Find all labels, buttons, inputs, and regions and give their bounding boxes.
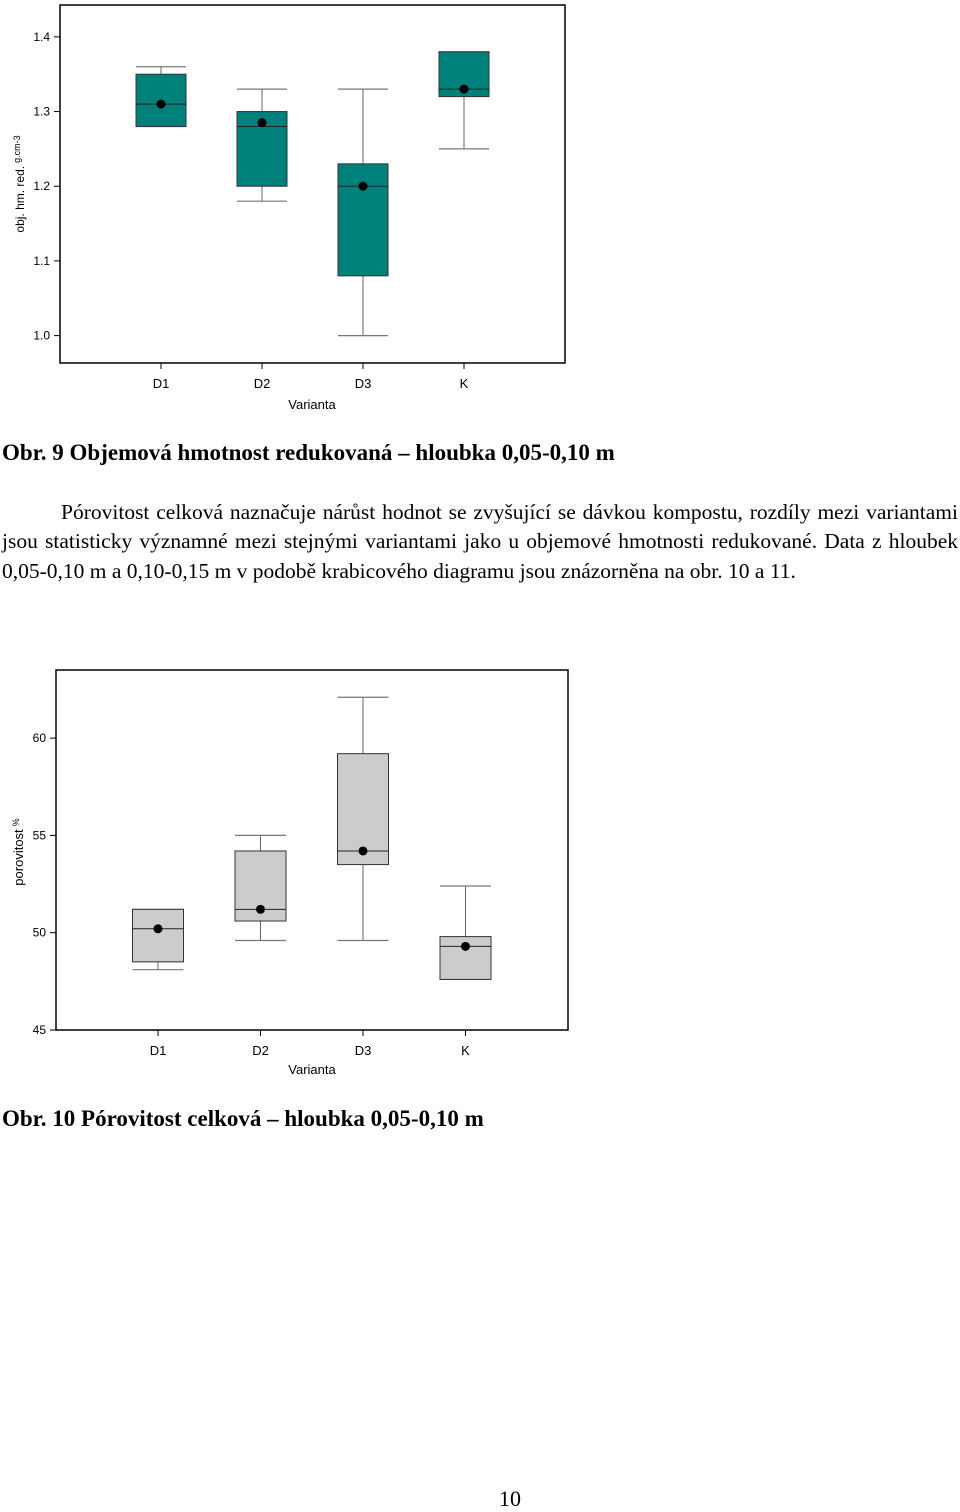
- x-tick-label: D3: [354, 1043, 372, 1058]
- y-tick-label: 1.3: [33, 104, 50, 119]
- porosity-boxplot: [0, 660, 960, 1100]
- y-tick-label: 50: [32, 925, 46, 940]
- y-axis-title-text: porovitost: [11, 829, 26, 886]
- box-marks: [136, 52, 489, 336]
- page-number: 10: [499, 1486, 521, 1511]
- x-axis: [150, 1030, 470, 1058]
- y-axis-title: [11, 818, 26, 885]
- x-tick-label: D1: [149, 1043, 167, 1058]
- box: [133, 909, 184, 962]
- mean-point: [256, 905, 265, 914]
- figure-9-caption: Obr. 9 Objemová hmotnost redukovaná – hloubka 0,05-0,10 m: [2, 440, 615, 465]
- y-axis-title: [12, 135, 27, 232]
- y-tick-label: 1.1: [33, 253, 50, 268]
- y-tick-label: 1.0: [33, 328, 50, 343]
- body-paragraph: Pórovitost celková naznačuje nárůst hodnot se zvyšující se dávkou kompostu, rozdíly mezi variantami jsou statisticky významné mezi stejnými variantami jako u objemové hmotnosti redukované. Data z hloubek 0,05-0,10 m a 0,10-0,15 m v podobě krabicového diagramu jsou znázorněna na obr. 10 a 11.: [2, 500, 958, 583]
- y-axis-title-text: obj. hm. red.: [13, 165, 27, 233]
- y-tick-label: 60: [32, 731, 46, 746]
- box-marks: [133, 697, 492, 979]
- mean-point: [460, 85, 469, 94]
- x-tick-label: D3: [354, 376, 372, 391]
- figure-10-caption: Obr. 10 Pórovitost celková – hloubka 0,05-0,10 m: [2, 1106, 484, 1131]
- y-tick-label: 45: [32, 1023, 46, 1037]
- x-axis-title: Varianta: [288, 397, 336, 412]
- mean-point: [359, 846, 368, 855]
- x-tick-label: D2: [253, 376, 271, 391]
- y-tick-label: 1.4: [33, 29, 50, 44]
- x-axis: [153, 363, 469, 391]
- y-axis-unit: g.cm-3: [12, 135, 22, 163]
- mean-point: [157, 100, 166, 109]
- y-axis: [33, 30, 60, 343]
- y-axis: [33, 731, 56, 1037]
- x-tick-label: K: [459, 376, 469, 391]
- x-axis-title: Varianta: [288, 1062, 336, 1077]
- x-tick-label: K: [461, 1043, 470, 1058]
- box: [338, 164, 388, 276]
- mean-point: [154, 924, 163, 933]
- y-tick-label: 1.2: [33, 179, 50, 194]
- y-axis-unit: %: [11, 818, 21, 827]
- mean-point: [461, 942, 470, 951]
- mean-point: [359, 182, 368, 191]
- bulk-density-boxplot: [0, 0, 960, 430]
- mean-point: [258, 118, 267, 127]
- x-tick-label: D2: [252, 1043, 269, 1058]
- y-tick-label: 55: [32, 828, 46, 843]
- x-tick-label: D1: [152, 376, 170, 391]
